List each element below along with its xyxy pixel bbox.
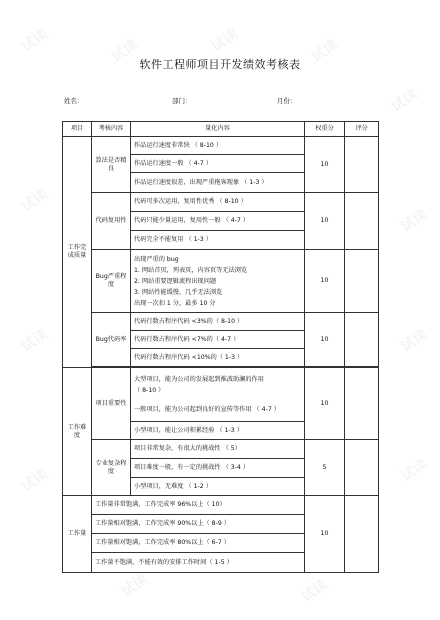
month-label: 月份： bbox=[277, 97, 297, 105]
rating-cell[interactable] bbox=[345, 193, 379, 250]
group-reuse: 代码复用性 bbox=[92, 193, 131, 250]
group-bugrate: Bug代码率 bbox=[92, 313, 131, 367]
section-completion: 工作完成质量 bbox=[63, 137, 92, 368]
watermark: 试读 bbox=[388, 86, 421, 116]
watermark: 试读 bbox=[398, 206, 431, 236]
watermark: 试读 bbox=[398, 456, 431, 486]
criterion-line: 出现一次扣 1 分，最多 10 分 bbox=[134, 299, 216, 307]
section-difficulty: 工作难度 bbox=[63, 368, 92, 496]
criterion-line: 小型项目，无难度 （ 1-2 ） bbox=[131, 478, 305, 496]
page-title: 软件工程师项目开发绩效考核表 bbox=[139, 58, 301, 71]
criterion-line: 代码行数占程序代码 <7%的（ 4-7 ） bbox=[131, 331, 305, 349]
weight-cell: 10 bbox=[305, 496, 345, 573]
criterion-line: 2. 网站重要逻辑流程出现问题 bbox=[134, 277, 217, 285]
header-content: 考核内容 bbox=[92, 122, 131, 137]
section-workload: 工作量 bbox=[63, 496, 92, 573]
appraisal-table bbox=[62, 121, 379, 573]
criterion-line: 代码行数占程序代码 <10%的（ 1-3 ） bbox=[131, 349, 305, 367]
weight-cell: 10 bbox=[305, 193, 345, 250]
watermark: 试读 bbox=[18, 326, 51, 356]
weight-cell: 10 bbox=[305, 313, 345, 367]
table-row bbox=[63, 440, 379, 459]
criterion-block bbox=[131, 368, 305, 422]
criterion-line: 工作量不饱满，不能有效的安排工作时间（ 1-5 ） bbox=[92, 553, 305, 573]
watermark: 试读 bbox=[18, 466, 51, 496]
criterion-line: 项目难度一般，有一定的挑战性 （ 3-4 ） bbox=[131, 459, 305, 478]
criterion-line: 小型项目，能让公司积累经验 （ 1-3 ） bbox=[131, 422, 305, 440]
criterion-line: 工作量相对饱满，工作完成率 80%以上（ 6-7 ） bbox=[92, 534, 305, 553]
watermark: 试读 bbox=[308, 36, 341, 66]
rating-cell[interactable] bbox=[345, 137, 379, 193]
weight-cell: 10 bbox=[305, 250, 345, 313]
criterion-line: 工作量相对饱满，工作完成率 90%以上（ 8-9 ） bbox=[92, 515, 305, 534]
group-bug: Bug严重程度 bbox=[92, 250, 131, 313]
weight-cell: 5 bbox=[305, 440, 345, 496]
criterion-line: 工作量非常饱满，工作完成率 96%以上（ 10） bbox=[92, 496, 305, 515]
table-row bbox=[63, 313, 379, 331]
criterion-line: 一般项目，能为公司起到良好的宣传等作用 （ 4-7 ） bbox=[134, 406, 280, 413]
criterion-line: 大型项目，能为公司的发展起到推波助澜的作用 bbox=[134, 376, 264, 383]
table-row bbox=[63, 193, 379, 212]
weight-cell: 10 bbox=[305, 137, 345, 193]
criterion-line: 代码可多次运用，复用性优秀 （ 8-10 ） bbox=[131, 193, 305, 212]
header-quant: 量化内容 bbox=[131, 122, 305, 137]
dept-label: 部门： bbox=[172, 97, 192, 105]
watermark: 试读 bbox=[118, 571, 151, 601]
criterion-line: 代码只能少量运用，复用性一般 （ 4-7 ） bbox=[131, 212, 305, 231]
rating-cell[interactable] bbox=[345, 313, 379, 367]
table-row bbox=[63, 496, 379, 515]
header-rating: 评分 bbox=[345, 122, 379, 137]
header-item: 项目 bbox=[63, 122, 92, 137]
criterion-line: 项目非常复杂，有很大的挑战性 （ 5） bbox=[131, 440, 305, 459]
rating-cell[interactable] bbox=[345, 496, 379, 573]
rating-cell[interactable] bbox=[345, 440, 379, 496]
table-header-row bbox=[63, 122, 379, 137]
watermark: 试读 bbox=[108, 36, 141, 66]
watermark: 试读 bbox=[18, 186, 51, 216]
criterion-line: 作品运行速度一般 （ 4-7 ） bbox=[131, 155, 305, 173]
criterion-line: 出现严重的 bug bbox=[134, 255, 179, 263]
header-weight: 权重分 bbox=[305, 122, 345, 137]
rating-cell[interactable] bbox=[345, 250, 379, 313]
rating-cell[interactable] bbox=[345, 368, 379, 440]
table-row bbox=[63, 137, 379, 155]
criterion-line: （ 8-10 ） bbox=[134, 387, 165, 394]
criterion-line: 代码行数占程序代码 <3%的（ 8-10 ） bbox=[131, 313, 305, 331]
group-importance: 项目重要性 bbox=[92, 368, 131, 440]
criterion-line: 1. 网站首页，列表页，内容页等无法浏览 bbox=[134, 266, 248, 274]
name-label: 姓名： bbox=[64, 97, 84, 105]
watermark: 试读 bbox=[398, 326, 431, 356]
table-row bbox=[63, 368, 379, 422]
criterion-line: 代码完全不能复用 （ 1-3 ） bbox=[131, 231, 305, 250]
watermark: 试读 bbox=[18, 26, 51, 56]
criterion-line: 作品运行速度非常快 （ 8-10 ） bbox=[131, 137, 305, 155]
group-complexity: 专业复杂程度 bbox=[92, 440, 131, 496]
criterion-line: 作品运行速度很差，出现严重拖客现象 （ 1-3 ） bbox=[131, 173, 305, 193]
criterion-block bbox=[131, 250, 305, 313]
criterion-line: 3. 网站性能缓慢，几乎无法浏览 bbox=[134, 288, 223, 296]
table-row bbox=[63, 250, 379, 313]
weight-cell: 10 bbox=[305, 368, 345, 440]
group-speed: 算法是否精良 bbox=[92, 137, 131, 193]
watermark: 试读 bbox=[298, 576, 331, 606]
watermark: 试读 bbox=[208, 26, 241, 56]
